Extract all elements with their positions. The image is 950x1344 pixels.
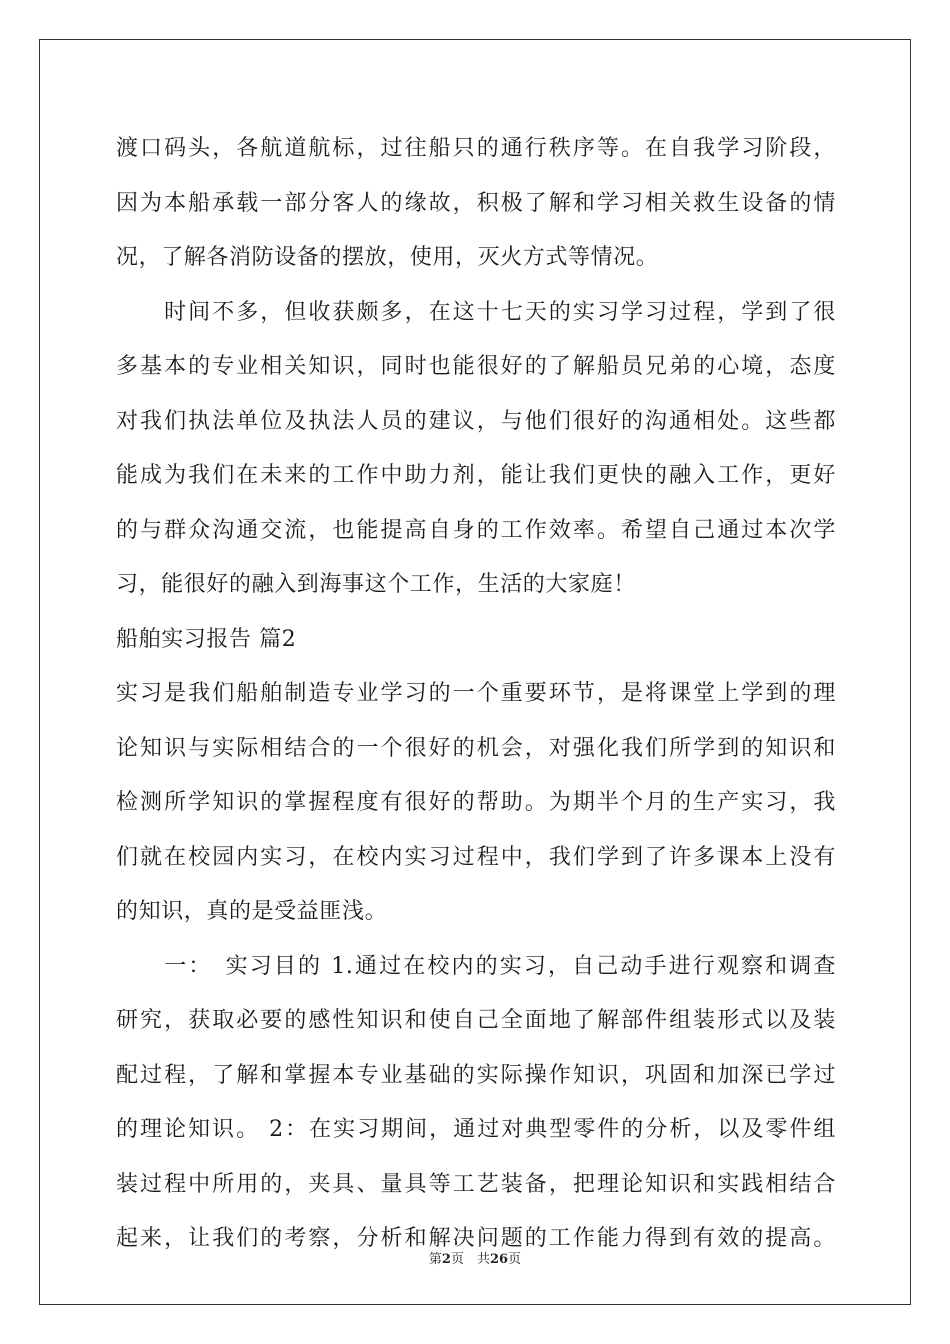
text-line: 装过程中所用的，夹具、量具等工艺装备，把理论知识和实践相结合 — [116, 1171, 836, 1197]
text-line: 多基本的专业相关知识，同时也能很好的了解船员兄弟的心境，态度 — [116, 354, 836, 379]
text-line: 实习是我们船舶制造专业学习的一个重要环节，是将课堂上学到的理 — [116, 681, 836, 706]
text-line: 检测所学知识的掌握程度有很好的帮助。为期半个月的生产实习，我 — [116, 790, 836, 815]
footer-prefix: 第 — [428, 1252, 442, 1267]
text-line: 起来，让我们的考察，分析和解决问题的工作能力得到有效的提高。 — [116, 1226, 836, 1251]
text-line: 时间不多，但收获颇多，在这十七天的实习学习过程，学到了很 — [116, 299, 836, 325]
text-line: 能成为我们在未来的工作中助力剂，能让我们更快的融入工作，更好 — [116, 463, 836, 488]
text-line: 一： 实习目的 1.通过在校内的实习，自己动手进行观察和调查 — [116, 953, 836, 979]
text-line: 况，了解各消防设备的摆放，使用，灭火方式等情况。 — [116, 245, 659, 270]
text-line: 的与群众沟通交流，也能提高自身的工作效率。希望自己通过本次学 — [116, 517, 836, 543]
page-footer — [0, 1248, 950, 1267]
text-line: 因为本船承载一部分客人的缘故，积极了解和学习相关救生设备的情 — [116, 190, 836, 216]
text-line: 渡口码头，各航道航标，过往船只的通行秩序等。在自我学习阶段， — [116, 136, 836, 161]
total-page-count: 26 — [489, 1252, 509, 1267]
text-line: 的知识，真的是受益匪浅。 — [116, 899, 388, 924]
text-line: 们就在校园内实习，在校内实习过程中，我们学到了许多课本上没有 — [116, 844, 836, 870]
text-line: 的理论知识。 2：在实习期间，通过对典型零件的分析，以及零件组 — [116, 1117, 836, 1142]
document-body — [116, 122, 836, 1267]
footer-middle: 页 共 — [450, 1252, 490, 1267]
current-page-number: 2 — [441, 1252, 451, 1267]
text-line: 习，能很好的融入到海事这个工作，生活的大家庭！ — [116, 572, 636, 597]
text-line: 配过程，了解和掌握本专业基础的实际操作知识，巩固和加深已学过 — [116, 1062, 836, 1088]
section-heading: 船舶实习报告 篇2 — [116, 626, 297, 652]
text-line: 对我们执法单位及执法人员的建议，与他们很好的沟通相处。这些都 — [116, 408, 836, 434]
text-line: 论知识与实际相结合的一个很好的机会，对强化我们所学到的知识和 — [116, 735, 836, 761]
footer-suffix: 页 — [508, 1252, 522, 1267]
text-line: 研究，获取必要的感性知识和使自己全面地了解部件组装形式以及装 — [116, 1008, 836, 1033]
